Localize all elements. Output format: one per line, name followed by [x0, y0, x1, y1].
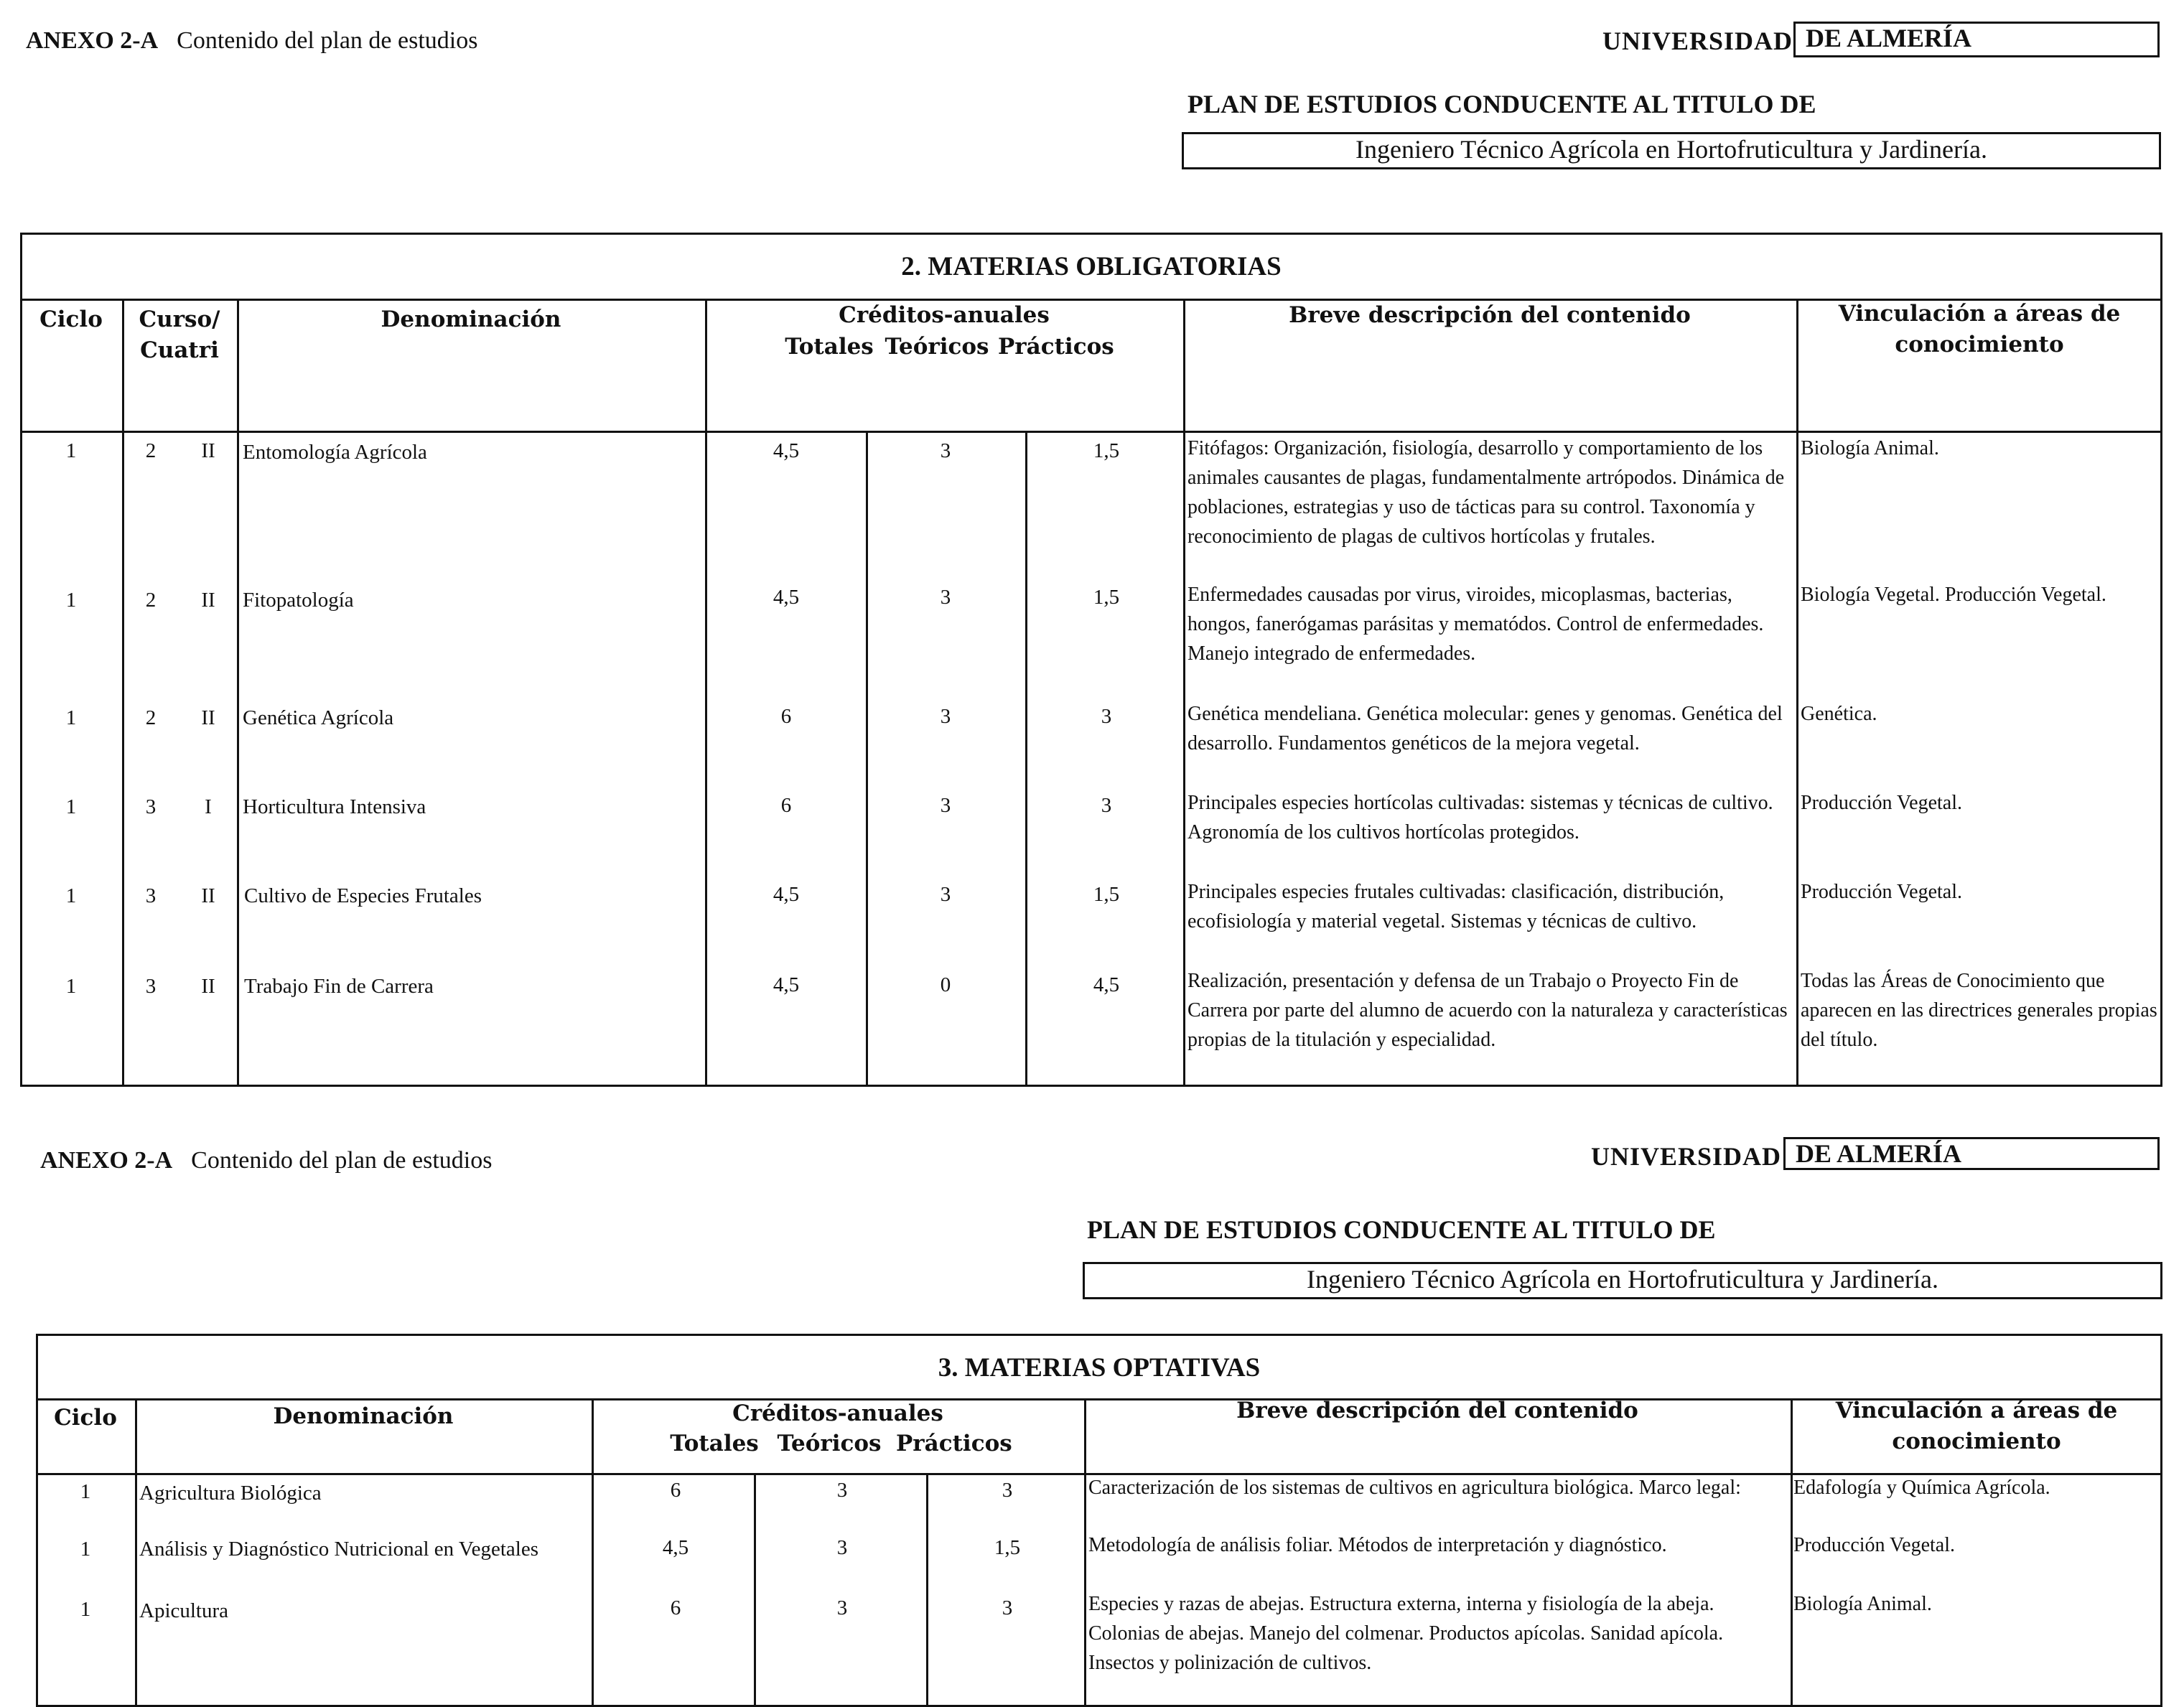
table-divider	[135, 1398, 137, 1707]
row-cuatri: II	[201, 439, 215, 462]
table-divider	[1796, 299, 1798, 1087]
row-denominacion: Cultivo de Especies Frutales	[244, 884, 482, 907]
row-ciclo: 1	[80, 1538, 91, 1561]
titulo-box: Ingeniero Técnico Agrícola en Hortofruticultura y Jardinería.	[1083, 1262, 2162, 1299]
row-curso: 3	[145, 795, 157, 818]
universidad-label: UNIVERSIDAD	[1591, 1142, 1782, 1171]
header-practicos: Prácticos	[896, 1431, 1012, 1456]
row-vinculacion: Genética.	[1801, 703, 1877, 725]
header-totales: Totales	[670, 1431, 759, 1456]
row-vinculacion: Producción Vegetal.	[1801, 881, 1962, 903]
row-curso: 2	[145, 589, 157, 612]
row-descripcion: Realización, presentación y defensa de un Trabajo o Proyecto Fin de Carrera por parte del alumno de acuerdo con la naturaleza y características propias de la titulación y especialidad.	[1187, 970, 1788, 1051]
header-teoricos: Teóricos	[885, 334, 989, 360]
row-curso: 2	[145, 706, 157, 729]
row-practicos: 1,5	[994, 1536, 1021, 1559]
row-denominacion: Agricultura Biológica	[139, 1482, 322, 1505]
table-divider	[1025, 431, 1027, 1087]
row-ciclo: 1	[80, 1480, 91, 1503]
table-divider	[705, 299, 707, 1087]
row-teoricos: 3	[836, 1479, 848, 1502]
row-descripcion: Especies y razas de abejas. Estructura externa, interna y fisiología de la abeja. Colonias de abejas. Manejo del colmenar. Productos apícolas. Sanidad apícola. Insectos y polinización de cultivos.	[1088, 1593, 1724, 1674]
row-descripcion: Genética mendeliana. Genética molecular: genes y genomas. Genética del desarrollo. Fundamentos genéticos de la mejora vegetal.	[1187, 703, 1783, 754]
row-practicos: 3	[1002, 1596, 1013, 1619]
row-totales: 6	[670, 1479, 681, 1502]
header-curso-line1: Curso/	[139, 307, 220, 332]
header-creditos: Créditos-anuales	[839, 302, 1050, 328]
row-descripcion: Metodología de análisis foliar. Métodos de interpretación y diagnóstico.	[1088, 1534, 1667, 1556]
row-practicos: 1,5	[1093, 883, 1120, 906]
row-totales: 4,5	[773, 586, 800, 609]
row-totales: 6	[780, 705, 792, 728]
plan-estudios-label: PLAN DE ESTUDIOS CONDUCENTE AL TITULO DE	[1087, 1215, 1716, 1244]
row-totales: 6	[670, 1596, 681, 1619]
row-cuatri: I	[205, 795, 212, 818]
table-divider	[20, 431, 2162, 433]
row-curso: 3	[145, 884, 157, 907]
row-curso: 3	[145, 975, 157, 998]
row-totales: 4,5	[773, 439, 800, 462]
header-cuatri-line2: Cuatri	[140, 337, 219, 363]
row-ciclo: 1	[65, 589, 77, 612]
header-denominacion: Denominación	[273, 1403, 454, 1429]
table-divider	[1084, 1398, 1086, 1707]
row-cuatri: II	[201, 706, 215, 729]
header-teoricos: Teóricos	[777, 1431, 882, 1456]
anexo-heading	[40, 1147, 492, 1174]
row-vinculacion: Producción Vegetal.	[1793, 1534, 1955, 1556]
row-vinculacion: Biología Animal.	[1793, 1593, 1932, 1615]
row-totales: 4,5	[773, 973, 800, 996]
table-divider	[592, 1398, 594, 1707]
row-practicos: 3	[1101, 705, 1112, 728]
row-vinculacion: Biología Animal.	[1801, 437, 1939, 459]
row-totales: 4,5	[662, 1536, 689, 1559]
anexo-text: Contenido del plan de estudios	[177, 27, 478, 54]
row-descripcion: Fitófagos: Organización, fisiología, desarrollo y comportamiento de los animales causantes de plagas, fundamentalmente artrópodos. Dinámica de poblaciones, estrategias y uso de tácticas para su control. Taxonomía y reconocimiento de plagas de cultivos hortícolas y frutales.	[1187, 437, 1785, 548]
row-teoricos: 3	[940, 794, 951, 817]
row-denominacion: Horticultura Intensiva	[243, 795, 426, 818]
anexo-heading	[26, 27, 477, 55]
titulo-box: Ingeniero Técnico Agrícola en Hortofruticultura y Jardinería.	[1182, 132, 2161, 169]
header-vinculacion-line1: Vinculación a áreas de	[1835, 1398, 2118, 1423]
table-divider	[1183, 299, 1185, 1087]
row-practicos: 1,5	[1093, 439, 1120, 462]
row-descripcion: Enfermedades causadas por virus, viroides, micoplasmas, bacterias, hongos, fanerógamas parásitas y mematódos. Control de enfermedades. Manejo integrado de enfermedades.	[1187, 584, 1764, 665]
row-denominacion: Trabajo Fin de Carrera	[244, 975, 434, 998]
row-practicos: 1,5	[1093, 586, 1120, 609]
row-vinculacion: Edafología y Química Agrícola.	[1793, 1477, 2050, 1499]
row-denominacion: Apicultura	[139, 1599, 229, 1622]
header-ciclo: Ciclo	[39, 307, 103, 332]
row-ciclo: 1	[65, 975, 77, 998]
row-denominacion: Entomología Agrícola	[243, 441, 427, 464]
header-creditos: Créditos-anuales	[732, 1400, 943, 1426]
row-descripcion: Principales especies hortícolas cultivadas: sistemas y técnicas de cultivo. Agronomía de los cultivos hortícolas protegidos.	[1187, 792, 1773, 843]
plan-estudios-label: PLAN DE ESTUDIOS CONDUCENTE AL TITULO DE	[1187, 90, 1816, 118]
row-descripcion: Principales especies frutales cultivadas: clasificación, distribución, ecofisiología y material vegetal. Sistemas y técnicas de cultivo.	[1187, 881, 1725, 932]
row-cuatri: II	[201, 884, 215, 907]
universidad-box: DE ALMERÍA	[1793, 22, 2160, 57]
row-ciclo: 1	[65, 795, 77, 818]
row-ciclo: 1	[65, 439, 77, 462]
row-teoricos: 0	[940, 973, 951, 996]
table-divider	[754, 1473, 756, 1707]
universidad-box: DE ALMERÍA	[1783, 1137, 2160, 1170]
row-denominacion: Fitopatología	[243, 589, 354, 612]
row-teoricos: 3	[940, 439, 951, 462]
row-totales: 6	[780, 794, 792, 817]
header-denominacion: Denominación	[381, 307, 561, 332]
row-teoricos: 3	[940, 705, 951, 728]
row-teoricos: 3	[940, 586, 951, 609]
table-divider	[237, 299, 239, 1087]
header-vinculacion	[1796, 299, 2162, 360]
row-ciclo: 1	[65, 706, 77, 729]
header-vinculacion	[1791, 1395, 2162, 1457]
row-teoricos: 3	[836, 1536, 848, 1559]
row-curso: 2	[145, 439, 157, 462]
header-descripcion: Breve descripción del contenido	[1289, 302, 1691, 328]
row-teoricos: 3	[940, 883, 951, 906]
row-vinculacion: Todas las Áreas de Conocimiento que aparecen en las directrices generales propias del título.	[1801, 970, 2157, 1051]
header-totales: Totales	[785, 334, 874, 360]
obligatorias-title: 2. MATERIAS OBLIGATORIAS	[901, 252, 1282, 281]
row-cuatri: II	[201, 589, 215, 612]
anexo-text: Contenido del plan de estudios	[191, 1147, 493, 1174]
row-practicos: 3	[1002, 1479, 1013, 1502]
row-totales: 4,5	[773, 883, 800, 906]
optativas-title: 3. MATERIAS OPTATIVAS	[938, 1353, 1261, 1383]
universidad-label: UNIVERSIDAD	[1602, 27, 1793, 55]
table-divider	[122, 299, 124, 1087]
row-vinculacion: Producción Vegetal.	[1801, 792, 1962, 814]
anexo-code: ANEXO 2-A	[26, 27, 159, 54]
header-practicos: Prácticos	[998, 334, 1114, 360]
row-cuatri: II	[201, 975, 215, 998]
header-vinculacion-line1: Vinculación a áreas de	[1838, 301, 2121, 327]
header-vinculacion-line2: conocimiento	[1895, 332, 2064, 357]
row-ciclo: 1	[65, 884, 77, 907]
header-curso	[122, 304, 237, 366]
row-teoricos: 3	[836, 1596, 848, 1619]
anexo-code: ANEXO 2-A	[40, 1147, 173, 1174]
row-ciclo: 1	[80, 1598, 91, 1621]
header-descripcion: Breve descripción del contenido	[1236, 1398, 1638, 1423]
row-practicos: 4,5	[1093, 973, 1120, 996]
header-ciclo: Ciclo	[54, 1405, 117, 1431]
row-denominacion: Genética Agrícola	[243, 706, 394, 729]
row-practicos: 3	[1101, 794, 1112, 817]
table-divider	[926, 1473, 928, 1707]
header-vinculacion-line2: conocimiento	[1892, 1428, 2061, 1454]
table-divider	[866, 431, 868, 1087]
row-denominacion: Análisis y Diagnóstico Nutricional en Vegetales	[139, 1538, 538, 1561]
row-vinculacion: Biología Vegetal. Producción Vegetal.	[1801, 584, 2106, 606]
row-descripcion: Caracterización de los sistemas de cultivos en agricultura biológica. Marco legal:	[1088, 1477, 1741, 1499]
